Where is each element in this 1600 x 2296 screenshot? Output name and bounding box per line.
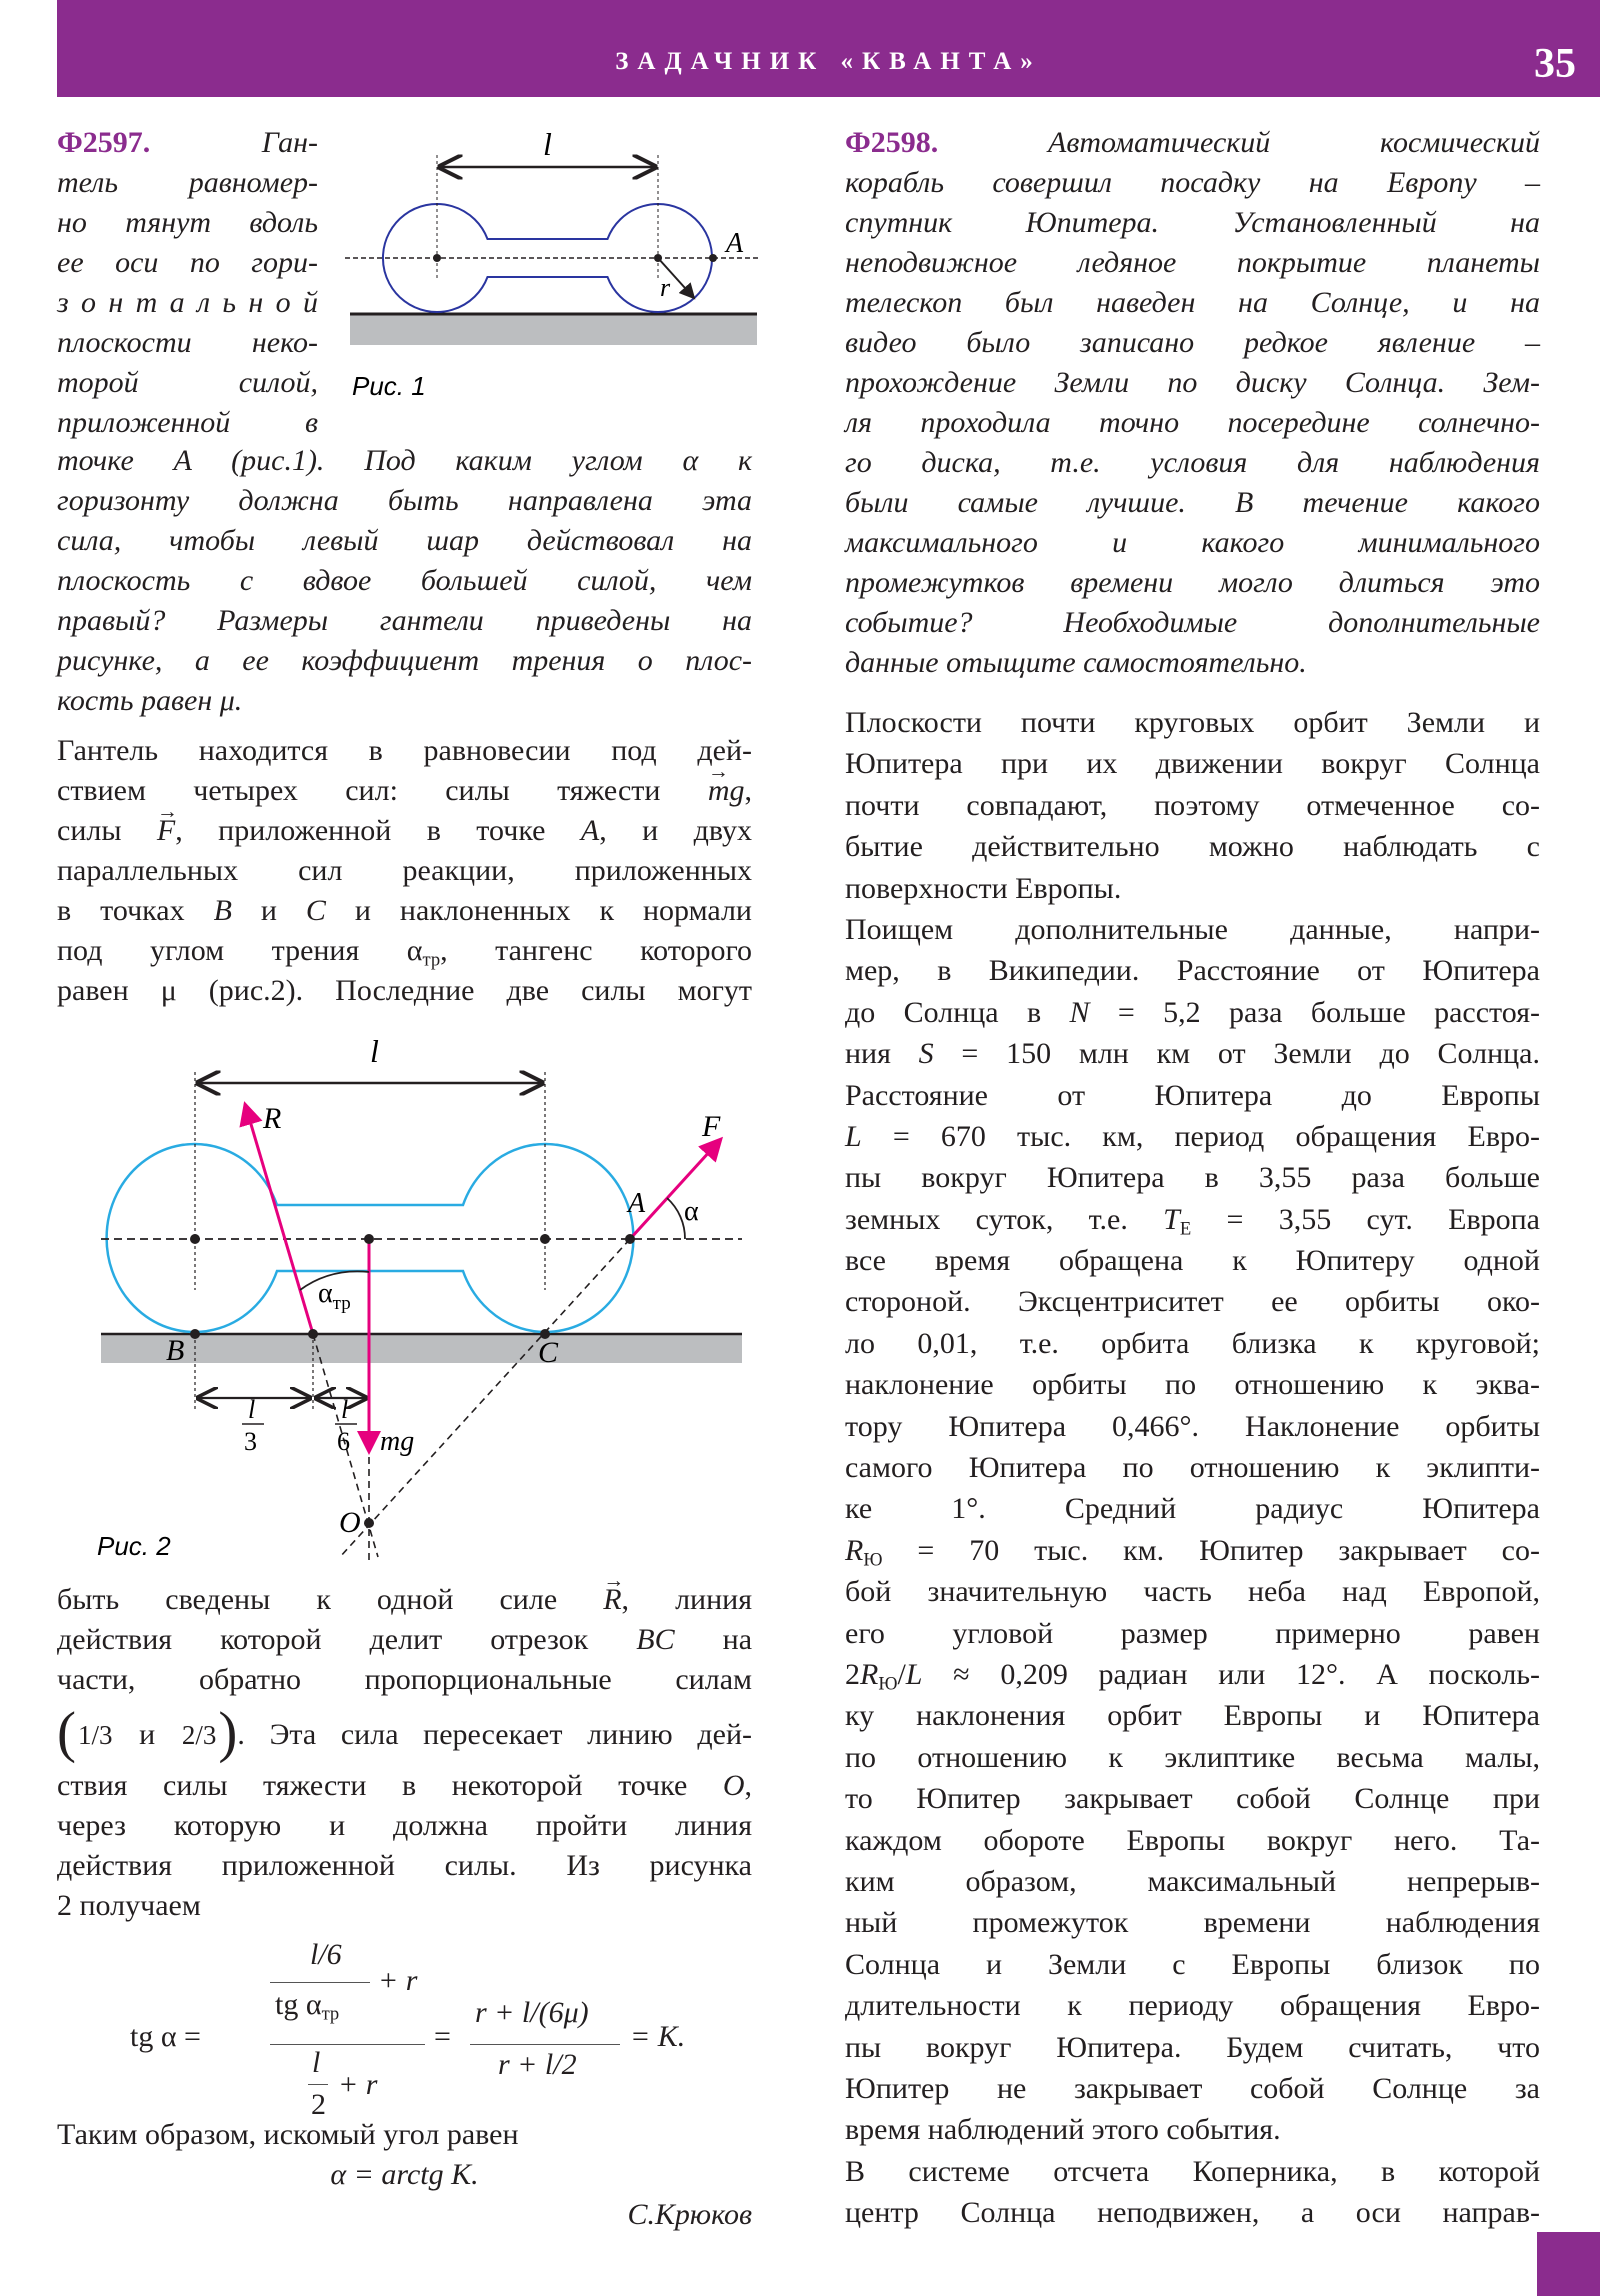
text-line [57, 1766, 752, 1806]
text-segment: максимального и какого минимального [845, 526, 1540, 559]
text-segment: торой силой, [57, 366, 318, 399]
text-line [845, 1613, 1540, 1654]
text-segment: корабль совершил посадку на Европу – [845, 166, 1540, 199]
problem-number: Ф2597. [57, 126, 151, 159]
text-segment: бой значительную часть неба над Европой, [845, 1575, 1540, 1609]
figure-2-force-diagram [90, 1030, 770, 1570]
text-segment: действия которой делит отрезок [57, 1623, 637, 1656]
subscript: E [1179, 1218, 1192, 1240]
text-line [845, 2027, 1540, 2068]
line-a-to-o [340, 1239, 630, 1557]
text-segment: = 5,2 раза больше расстоя- [1089, 995, 1540, 1029]
text-segment: Поищем дополнительные данные, напри- [845, 912, 1540, 946]
center-point-left [433, 254, 441, 262]
vector-symbol: R → [603, 1583, 621, 1616]
label-alpha: α [684, 1196, 699, 1227]
vector-symbol: F → [157, 814, 175, 847]
text-line [845, 483, 1540, 523]
text-segment: на [674, 1623, 753, 1656]
point-a [709, 254, 717, 262]
text-segment: L [905, 1657, 923, 1691]
text-segment: прохождение Земли по диску Солнца. Зем- [845, 366, 1540, 399]
solution-2597-part1 [57, 731, 752, 1011]
text-segment: 2 [845, 1657, 860, 1691]
text-line [57, 971, 752, 1011]
text-segment: данные отыщите самостоятельно. [845, 646, 1307, 679]
text-segment: ло 0,01, т.е. орбита близка к круговой; [845, 1326, 1540, 1360]
text-segment: пы вокруг Юпитера. Будем считать, что [845, 2030, 1540, 2064]
page-number: 35 [1534, 41, 1576, 87]
text-line [845, 1737, 1540, 1778]
text-line [57, 1660, 752, 1700]
conclusion-block [57, 2115, 752, 2235]
label-l6-numerator: l [341, 1395, 349, 1424]
problem-number: Ф2598. [845, 126, 939, 159]
text-line [845, 123, 1540, 163]
formula-tg-alpha-text: tg α [275, 1988, 322, 2021]
text-line [845, 826, 1540, 867]
label-a: A [628, 1188, 646, 1219]
text-line [845, 1157, 1540, 1198]
text-line [845, 1778, 1540, 1819]
fraction-bar [308, 2084, 328, 2085]
text-segment: . Эта сила пересекает линию дей- [237, 1718, 752, 1752]
text-line [57, 1620, 752, 1660]
text-segment: = 150 млн км от Земли до Солнца. [933, 1037, 1540, 1071]
text-line [57, 481, 752, 521]
center-of-mass [364, 1234, 374, 1244]
text-segment: сила, чтобы левый шар действовал на [57, 524, 752, 557]
text-segment: все время обращена к Юпитеру одной [845, 1244, 1540, 1278]
text-segment: через которую и должна пройти линия [57, 1809, 752, 1842]
text-line [57, 521, 752, 561]
text-line [845, 1406, 1540, 1447]
text-segment: Юпитер не закрывает собой Солнце за [845, 2071, 1540, 2105]
subscript: Ю [878, 1673, 898, 1695]
label-l: l [543, 126, 552, 162]
text-segment: / [897, 1657, 906, 1691]
center-point-right [540, 1234, 550, 1244]
text-segment: O [722, 1769, 745, 1802]
text-segment: A [580, 814, 600, 847]
text-segment: центр Солнца неподвижен, а оси направ- [845, 2196, 1540, 2230]
text-segment: ≈ 0,209 радиан или 12°. А посколь- [922, 1657, 1540, 1691]
text-line [845, 363, 1540, 403]
solution-2597-part2 [57, 1580, 752, 1926]
text-segment: , и двух [599, 814, 753, 847]
text-line [845, 909, 1540, 950]
fraction: 1/3 [77, 1720, 113, 1751]
text-line [845, 1861, 1540, 1902]
center-point-left [190, 1234, 200, 1244]
text-line [845, 1944, 1540, 1985]
text-segment: В системе отсчета Коперника, в которой [845, 2154, 1540, 2188]
text-segment: телескоп был наведен на Солнце, и на [845, 286, 1540, 319]
parenthesis: ) [218, 1701, 238, 1764]
text-segment: время наблюдений этого события. [845, 2113, 1281, 2147]
text-segment: под углом трения α [57, 934, 423, 967]
text-segment: ку наклонения орбит Европы и Юпитера [845, 1699, 1540, 1733]
text-line [57, 731, 752, 771]
text-segment: плоскость с вдвое большей силой, чем [57, 564, 752, 597]
text-segment: пы вокруг Юпитера в 3,55 раза больше [845, 1161, 1540, 1195]
fraction: 2/3 [181, 1720, 217, 1751]
text-segment: то Юпитер закрывает собой Солнце при [845, 1782, 1540, 1816]
formula-equals: = [434, 2020, 451, 2053]
text-segment: 2 получаем [57, 1889, 201, 1922]
text-line [845, 702, 1540, 743]
text-segment: каждом обороте Европы вокруг него. Та- [845, 1823, 1540, 1857]
text-line [57, 323, 318, 363]
text-segment: Плоскости почти круговых орбит Земли и [845, 706, 1540, 739]
text-line [845, 1488, 1540, 1529]
text-segment: Ган- [150, 126, 318, 159]
text-line [845, 1364, 1540, 1405]
formula-den-l: l [312, 2046, 321, 2079]
text-line [845, 2192, 1540, 2233]
subscript: тр [422, 949, 441, 971]
formula-tg-alpha [130, 1930, 730, 2130]
text-line [845, 1281, 1540, 1322]
label-l3-numerator: l [248, 1395, 256, 1424]
text-line [845, 643, 1540, 683]
formula-rhs: = K. [630, 2020, 686, 2053]
text-line [57, 1806, 752, 1846]
text-segment: , приложенной в точке [175, 814, 581, 847]
text-segment: (рис.1). Под каким углом α к [191, 444, 753, 477]
text-line [57, 203, 318, 243]
problem-2597-intro [57, 123, 318, 443]
force-r-arrow [245, 1104, 313, 1334]
text-segment: были самые лучшие. В течение какого [845, 486, 1540, 519]
text-segment: до Солнца в [845, 995, 1070, 1029]
text-segment: мер, в Википедии. Расстояние от Юпитера [845, 954, 1540, 988]
text-line [845, 1695, 1540, 1736]
text-segment: ствия силы тяжести в некоторой точке [57, 1769, 723, 1802]
text-line [845, 1820, 1540, 1861]
text-line [57, 1700, 752, 1766]
text-segment: го диска, т.е. условия для наблюдения [845, 446, 1540, 479]
text-segment: L [845, 1119, 862, 1153]
center-point-right [654, 254, 662, 262]
text-segment: = 670 тыс. км, период обращения Евро- [861, 1119, 1540, 1153]
text-line [57, 641, 752, 681]
figure-1-caption: Рис. 1 [352, 371, 426, 401]
text-line [57, 403, 318, 443]
text-line [57, 601, 752, 641]
text-segment: почти совпадают, поэтому отмеченное со- [845, 788, 1540, 822]
text-segment: промежутков времени могло длиться это [845, 566, 1540, 599]
text-line [845, 563, 1540, 603]
text-segment: C [305, 894, 326, 927]
text-line [57, 123, 318, 163]
label-l: l [370, 1033, 379, 1069]
text-line [57, 441, 752, 481]
text-line [845, 1447, 1540, 1488]
label-l6-denominator: 6 [337, 1427, 350, 1456]
text-line [845, 1075, 1540, 1116]
text-line [845, 2068, 1540, 2109]
text-segment: самого Юпитера по отношению к эклипти- [845, 1451, 1540, 1485]
text-segment: земных суток, т.е. [845, 1202, 1164, 1236]
answer-formula: α = arctg K. [330, 2158, 479, 2191]
point-o [364, 1518, 374, 1528]
text-segment: и [114, 1718, 180, 1752]
label-a: A [726, 228, 744, 259]
text-segment: , линия [621, 1583, 753, 1616]
formula-numerator: r + l/(6μ) [475, 1996, 589, 2029]
text-segment: S [918, 1037, 934, 1071]
text-line [845, 950, 1540, 991]
text-segment: и наклоненных к нормали [325, 894, 752, 927]
point-r-application [308, 1329, 318, 1339]
solution-2598 [845, 702, 1540, 2233]
figure-1-dumbbell [340, 115, 770, 415]
formula-plus-r-bottom: + r [338, 2068, 378, 2101]
text-line [845, 1240, 1540, 1281]
author-signature: С.Крюков [627, 2198, 752, 2231]
label-o: O [339, 1506, 361, 1539]
label-f: F [702, 1110, 721, 1143]
text-line [57, 363, 318, 403]
text-segment: действия приложенной силы. Из рисунка [57, 1849, 752, 1882]
text-line [845, 1199, 1540, 1240]
label-c: C [538, 1336, 559, 1369]
text-line [845, 243, 1540, 283]
text-line [845, 203, 1540, 243]
text-segment: стороной. Эксцентриситет ее орбиты око- [845, 1285, 1540, 1319]
text-line [57, 811, 752, 851]
text-line [845, 743, 1540, 784]
text-segment: ния [845, 1037, 919, 1071]
text-line [845, 1571, 1540, 1612]
text-segment: но тянут вдоль [57, 206, 318, 239]
text-line [845, 2151, 1540, 2192]
text-segment: A [173, 444, 192, 477]
page-corner-tab [1537, 2232, 1600, 2296]
text-line [845, 1116, 1540, 1157]
formula-inner-denominator [275, 1988, 339, 2026]
text-segment: Автоматический космический [938, 126, 1540, 159]
text-segment: поверхности Европы. [845, 871, 1122, 905]
text-line [845, 323, 1540, 363]
point-b [190, 1329, 200, 1339]
conclusion-text: Таким образом, искомый угол равен [57, 2118, 519, 2151]
text-line [845, 283, 1540, 323]
label-alpha-tr: $\alpha_{тр}$ [318, 1278, 351, 1314]
text-segment: , тангенс которого [440, 934, 752, 967]
text-line [57, 681, 752, 721]
text-segment: бытие действительно можно наблюдать с [845, 830, 1540, 864]
text-segment: ким образом, максимальный непрерыв- [845, 1864, 1540, 1898]
text-line [57, 243, 318, 283]
angle-alpha-arc [667, 1198, 685, 1239]
text-line [845, 1033, 1540, 1074]
ground-surface [350, 314, 757, 345]
text-segment: тель равномер- [57, 166, 318, 199]
text-segment: Гантель находится в равновесии под дей- [57, 734, 752, 767]
subscript: тр [321, 2003, 340, 2025]
text-line [57, 851, 752, 891]
formula-denominator: r + l/2 [498, 2048, 577, 2081]
text-segment: длительности к периоду обращения Евро- [845, 1989, 1540, 2023]
text-segment: в точках [57, 894, 214, 927]
text-line [845, 2109, 1540, 2150]
point-a [625, 1234, 635, 1244]
text-line [845, 443, 1540, 483]
text-segment: Юпитера при их движении вокруг Солнца [845, 747, 1540, 781]
label-r-force: R [263, 1102, 282, 1135]
text-segment: быть сведены к одной силе [57, 1583, 604, 1616]
text-line [57, 1886, 752, 1926]
label-r: r [660, 273, 671, 302]
text-line [845, 1985, 1540, 2026]
problem-2598-text [845, 123, 1540, 683]
parenthesis: ( [57, 1701, 76, 1764]
text-segment: Расстояние от Юпитера до Европы [845, 1078, 1540, 1112]
text-line [845, 868, 1540, 909]
text-segment: части, обратно пропорциональные силам [57, 1663, 752, 1696]
text-segment: Солнца и Земли с Европы близок по [845, 1947, 1540, 1981]
text-segment: кость равен μ. [57, 684, 243, 717]
text-segment: N [1069, 995, 1090, 1029]
text-segment: горизонту должна быть направлена эта [57, 484, 752, 517]
text-line [845, 1323, 1540, 1364]
subscript: Ю [863, 1549, 883, 1571]
text-segment: = 70 тыс. км. Юпитер закрывает со- [882, 1533, 1540, 1567]
formula-plus-r-top: + r [378, 1964, 418, 1997]
text-segment: = 3,55 сут. Европа [1191, 1202, 1540, 1236]
text-segment: ствием четырех сил: силы тяжести [57, 774, 708, 807]
problem-2597-text [57, 441, 752, 721]
angle-alpha-tr-arc [300, 1271, 369, 1290]
label-mg: mg [380, 1426, 415, 1457]
vector-symbol: mg → [708, 774, 745, 807]
section-title: ЗАДАЧНИК «КВАНТА» [615, 48, 1042, 75]
text-segment: ный промежуток времени наблюдения [845, 1906, 1540, 1940]
section-header [57, 0, 1600, 97]
text-line [845, 523, 1540, 563]
text-segment: силы [57, 814, 157, 847]
text-line [845, 785, 1540, 826]
text-segment: спутник Юпитера. Установленный на [845, 206, 1540, 239]
formula-inner-numerator: l/6 [310, 1938, 342, 1971]
fraction-bar [270, 2044, 425, 2045]
text-segment: видео было записано редкое явление – [845, 326, 1540, 359]
text-line [57, 561, 752, 601]
fraction-bar [470, 2044, 620, 2045]
text-segment: по отношению к эклиптике весьма малы, [845, 1740, 1540, 1774]
text-segment: событие? Необходимые дополнительные [845, 606, 1540, 639]
text-segment: плоскости неко- [57, 326, 318, 359]
text-segment: ке 1°. Средний радиус Юпитера [845, 1492, 1540, 1526]
text-segment: равен μ (рис.2). Последние две силы могут [57, 974, 752, 1007]
text-line [845, 1530, 1540, 1571]
text-line [57, 891, 752, 931]
text-segment: ля проходила точно посередине солнечно- [845, 406, 1540, 439]
text-line [845, 992, 1540, 1033]
text-segment: неподвижное ледяное покрытие планеты [845, 246, 1540, 279]
fraction-bar [270, 1982, 370, 1983]
text-segment: точке [57, 444, 174, 477]
text-line [57, 283, 318, 323]
text-segment: тору Юпитера 0,466°. Наклонение орбиты [845, 1409, 1540, 1443]
figure-2-caption: Рис. 2 [97, 1531, 171, 1561]
text-line [57, 1580, 752, 1620]
text-segment: R [860, 1657, 879, 1691]
text-line [845, 403, 1540, 443]
text-line [845, 163, 1540, 203]
text-segment: параллельных сил реакции, приложенных [57, 854, 752, 887]
text-line [57, 163, 318, 203]
text-line [57, 931, 752, 971]
text-segment: , [744, 774, 752, 807]
text-segment: з о н т а л ь н о й [57, 286, 318, 319]
text-segment: R [845, 1533, 864, 1567]
text-segment: и [231, 894, 306, 927]
text-line [845, 1902, 1540, 1943]
text-line [57, 1846, 752, 1886]
text-segment: B [213, 894, 232, 927]
text-line [845, 1654, 1540, 1695]
text-line [845, 603, 1540, 643]
text-segment: T [1163, 1202, 1180, 1236]
label-l3-denominator: 3 [244, 1427, 257, 1456]
text-segment: приложенной в [57, 406, 318, 439]
text-segment: , [744, 1769, 752, 1802]
text-segment: BC [636, 1623, 675, 1656]
label-b: B [166, 1334, 185, 1367]
text-segment: рисунке, а ее коэффициент трения о плос- [57, 644, 752, 677]
text-segment: наклонение орбиты по отношению к эква- [845, 1368, 1540, 1402]
text-segment: его угловой размер примерно равен [845, 1616, 1540, 1650]
formula-den-2: 2 [311, 2088, 326, 2121]
formula-lhs: tg α = [130, 2020, 201, 2053]
text-segment: правый? Размеры гантели приведены на [57, 604, 752, 637]
text-segment: ее оси по гори- [57, 246, 318, 279]
